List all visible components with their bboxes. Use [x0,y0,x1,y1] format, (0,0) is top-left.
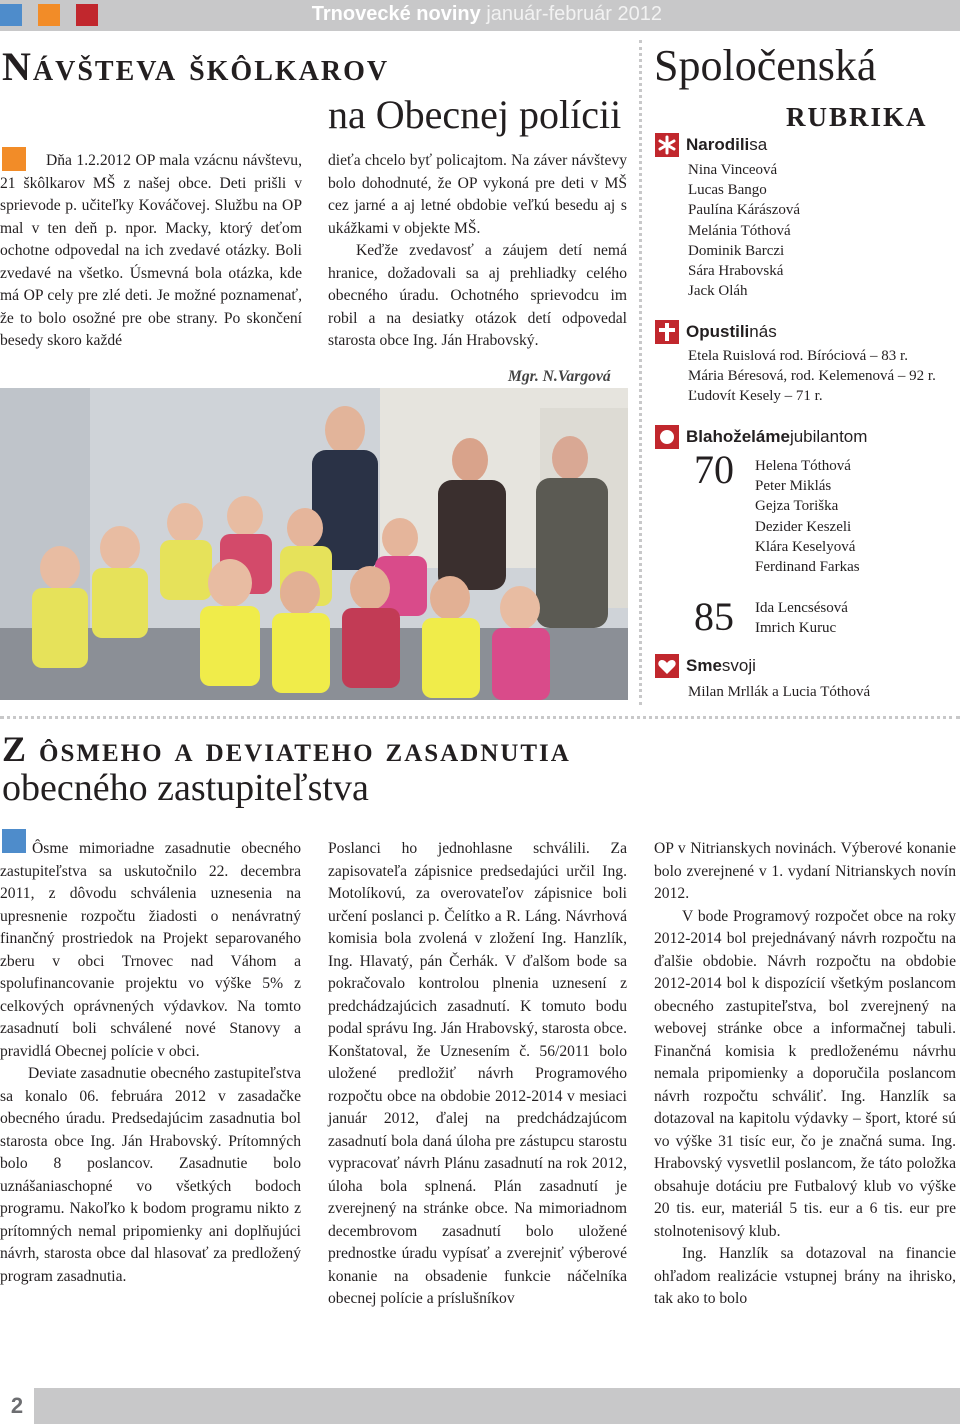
article2-column1 [0,838,301,1288]
age-70: 70 [694,447,734,492]
smesvoji-bold: Sme [686,656,722,675]
section-separator [0,716,960,719]
smesvoji-heading [686,656,756,676]
list-item: Ľudovít Kesely – 71 r. [688,388,823,405]
photo-illustration [0,388,628,700]
rubrika-title-line1: Spoločenská [654,41,877,90]
article1-column2 [328,150,627,353]
page-number: 2 [0,1388,37,1424]
narodili-bold: Narodili [686,135,750,154]
article1-col2-p1: dieťa chcelo byť policajtom. Na záver návštevy bolo dohodnuté, že OP vykoná pre deti v MŠ cez jarné a aj letné obdobie veľkú besedu aj s ukážkami v objekte MŠ. [328,152,627,237]
jubilanti-heading [686,427,867,447]
jubilanti-light: jubilantom [789,427,868,446]
article2-col3-p1: OP v Nitrianskych novinách. Výberové konanie bolo zverejnené v 1. vydaní Nitrianskych novín 2012. [654,840,956,902]
article2-col3-p3: Ing. Hanzlík sa dotazoval na financie ohľadom realizácie vstupnej brány na ihrisko, tak ako to bolo [654,1245,956,1307]
newspaper-name: Trnovecké noviny [311,3,481,25]
opustili-heading [686,322,777,342]
jubilanti-70-list [755,456,860,577]
list-item: Helena Tóthová [755,458,851,474]
age-85: 85 [694,594,734,639]
list-item: Dominik Barczi [688,242,785,259]
narodili-light: sa [749,135,768,154]
rubrika-title-line2: rubrika [786,93,928,135]
header-square-red [76,4,98,26]
list-item: Lucas Bango [688,182,767,199]
list-item: Nina Vinceová [688,162,778,178]
list-item: Ferdinand Farkas [755,558,860,575]
list-item: Imrich Kuruc [755,620,837,637]
list-item: Etela Ruislová rod. Bíróciová – 83 r. [688,348,908,364]
footer-bar [0,1388,960,1424]
opustili-light: nás [749,322,777,341]
kindergarten-photo [0,388,628,700]
article2-column2 [328,838,627,1311]
header-square-blue [0,4,22,26]
jubilanti-85-list [755,598,848,638]
article1-title-line2: na Obecnej polícii [328,92,622,137]
article2-column3 [654,838,956,1311]
article2-title-line2: obecného zastupiteľstva [2,767,369,809]
circle-icon [655,425,679,449]
column-separator [639,40,642,705]
jubilanti-bold: Blahoželáme [686,427,790,446]
article1-column1 [0,150,302,353]
list-item: Paulína Kárászová [688,202,801,219]
article2-col1-p1: Ôsme mimoriadne zasadnutie obecného zastupiteľstva sa uskutočnilo 22. decembra 2011, z dôvodu schválenia uznesenia na upresnenie rozpočtu žiadosti o nenávratný finančný prostriedok na Projekt separovaného zberu v obci Trnovec nad Váhom a spolufinancovanie projektu vo výške 5% z celkových oprávnených výdavkov. Na tomto zasadnutí boli schválené nové Stanovy a pravidlá Obecnej polície v obci. [0,840,301,1060]
list-item: Sára Hrabovská [688,262,784,279]
header-square-orange [38,4,60,26]
article2-col3-p2: V bode Programový rozpočet obce na roky 2012-2014 bol prejednávaný návrh rozpočtu na ďalšie obdobie. Návrh rozpočtu na obdobie 2012-2014 bol k dispozícií všetkým poslancom obecného zastupiteľstva, bol zverejnený na webovej stránke obce a informačnej tabuli. Finančná komisia k predloženému návrhu nemala pripomienky a doporučila poslancom návrh rozpočtu schváliť. Ing. Hanzlík sa dotazoval na kapitolu výdavky – šport, ktoré sú vo výške 31 tisíc eur, čo je značná suma. Ing. Hrabovský vysvetlil poslancom, že táto položka obsahuje dotáciu pre Futbalový klub vo výške 20 tis. eur, materiál 5 tis. eur a 6 tis. eur pre stolnotenisový klub. [654,907,956,1240]
article2-col2-text: Poslanci ho jednohlasne schválili. Za zapisovateľa zápisnice predsedajúci určil Ing. Motolíkovú, za overovateľov zápisnice boli určení poslanci p. Čelítko a R. Láng. Návrhová komisia bola zvolená v zložení Ing. Hanzlík, Ing. Hlavatý, pán Čerhák. V ďalšom bode sa pokračovalo kontrolou plnenia uznesení z predchádzajúcich zasadnutí. K tomuto bodu podal správu Ing. Ján Hrabovský, starosta obce. Konštatoval, že Uznesením č. 56/2011 bolo uložené predložiť návrh Programového rozpočtu obce na obdobie 2012-2014 v mesiaci január 2012, ďalej na predchádzajúcom zasadnutí bola daná úloha pre zástupcu starostu vypracovať návrh Plánu zasadnutí na rok 2012, úloha bola splnená. Plán zasadnutí je zverejnený na stránke obce. Na mimoriadnom decembrovom zasadnutí bolo uložené prednostke úradu vypísať a zverejniť výberové konanie na obsadenie funkcie náčelníka obecnej polície a príslušníkov [328,840,627,1307]
article2-title-line1: Z ôsmeho a deviateho zasadnutia [2,729,571,769]
list-item: Dezider Keszeli [755,518,852,535]
narodili-list [688,160,800,301]
article1-col2-p2: Keďže zvedavosť a záujem detí nemá hranice, dožadovali sa aj prehliadky celého obecného úradu. Ochotného sprievodcu im robil a na desiatky otázok detí odpovedal starosta obce Ing. Ján Hrabovský. [328,242,627,349]
list-item: Jack Oláh [688,283,748,300]
list-item: Gejza Toriška [755,498,839,515]
issue-date: január-február 2012 [486,3,662,25]
narodili-heading [686,135,767,155]
asterisk-icon [655,133,679,157]
list-item: Melánia Tóthová [688,222,791,239]
opustili-list [688,346,936,407]
heart-icon [655,654,679,678]
opustili-bold: Opustili [686,322,750,341]
smesvoji-list [688,682,870,702]
list-item: Peter Miklás [755,478,832,495]
article2-col1-p2: Deviate zasadnutie obecného zastupiteľstva sa konalo 06. februára 2012 v zasadačke obecného úradu. Predsedajúcim zasadnutia bol starosta obce Ing. Ján Hrabovský. Prítomných bolo 8 poslancov. Zasadnutie bolo uznášaniaschopné vo všetkých bodoch programu. Nakoľko k bodom programu nikto z prítomných nemal pripomienky ani doplňujúci návrh, starosta obce dal hlasovať za predložený program zasadnutia. [0,1065,301,1285]
list-item: Ida Lencsésová [755,600,848,616]
list-item: Mária Béresová, rod. Kelemenová – 92 r. [688,368,936,385]
article1-author: Mgr. N.Vargová [508,368,611,385]
list-item: Milan Mrllák a Lucia Tóthová [688,684,871,700]
cross-icon [655,320,679,344]
article1-col1-text: Dňa 1.2.2012 OP mala vzácnu návštevu, 21 škôlkarov MŠ z našej obce. Deti prišli v sprievode p. učiteľky Kováčovej. Službu na OP mal v ten deň p. npor. Macky, ktorý deťom ochotne odpovedal na ich zvedavé otázky. Boli zvedavé na všetko. Úsmevná bola otázka, kde má OP cely pre zlé deti. Je možné poznamenať, že to bolo osožné pre obe strany. Po skončení besedy skoro každé [0,152,302,349]
article1-title-line1: Návšteva škôlkarov [2,44,390,89]
smesvoji-light: svoji [721,656,756,675]
newspaper-title [312,3,662,26]
list-item: Klára Keselyová [755,538,856,555]
